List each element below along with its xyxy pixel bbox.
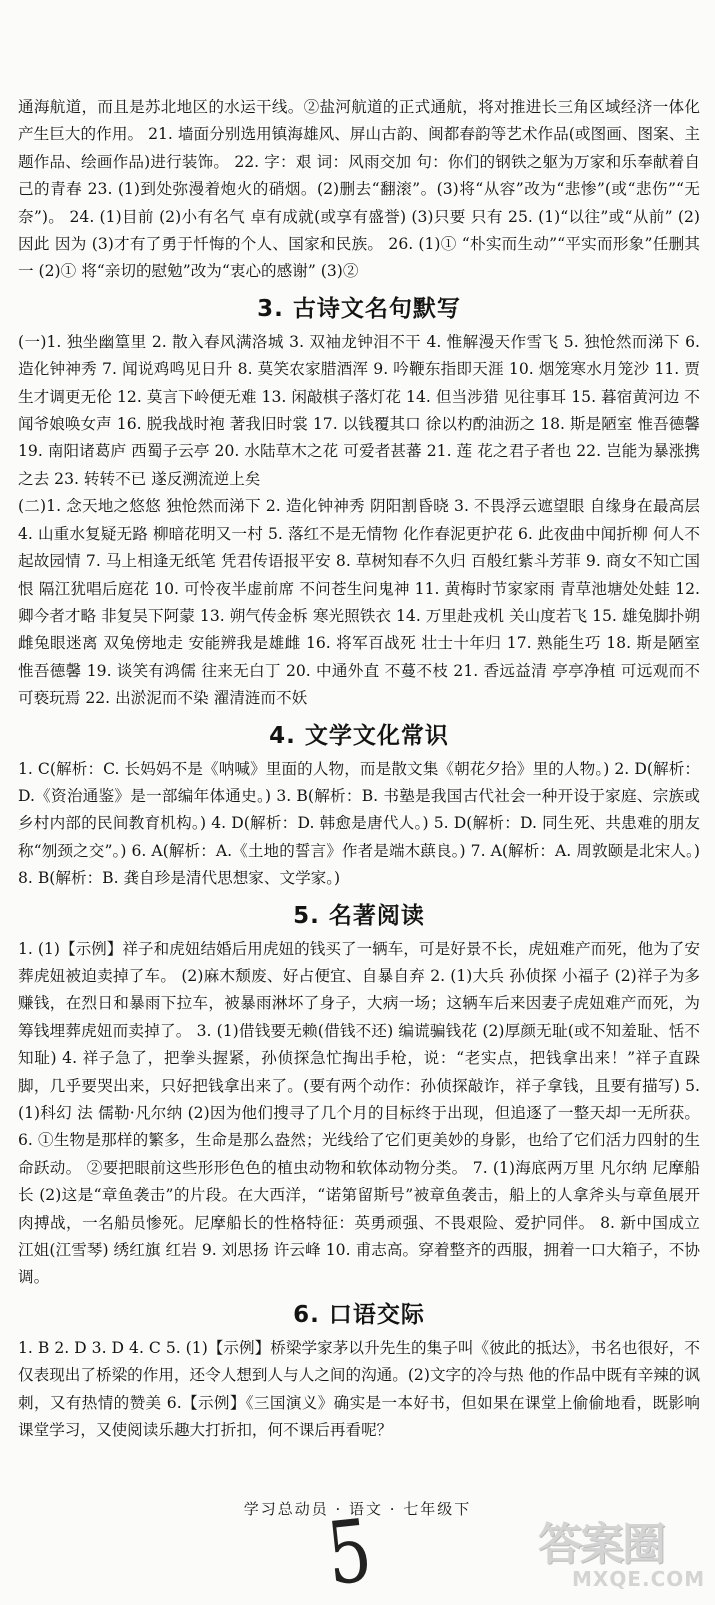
watermark-url: MXQE.COM xyxy=(572,1567,706,1591)
section-2-tail-paragraph: 通海航道，而且是苏北地区的水运干线。②盐河航道的正式通航，将对推进长三角区域经济一体化产生巨大的作用。 21. 墙面分别选用镇海雄风、屏山古韵、闽都春韵等艺术作品(或图画、图案、主题作品、绘画作品)进行装饰。 22. 字：艰 词：风雨交加 句：你们的钢铁之躯为万家和乐奉献着自己的青春 23. (1)到处弥漫着炮火的硝烟。(2)删去“翻滚”。(3)将“从容”改为“悲惨”(或“悲伤”“无奈”)。 24. (1)目前 (2)小有名气 卓有成就(或享有盛誉) (3)只要 只有 25. (1)“以往”或“从前” (2)因此 因为 (3)才有了勇于忏悔的个人、国家和民族。 26. (1)① “朴实而生动”“平实而形象”任删其一 (2)① 将“亲切的慰勉”改为“衷心的感谢” (3)② xyxy=(18,98,700,281)
watermark-title: 答案圈 xyxy=(538,1519,664,1570)
section-3-heading: 3. 古诗文名句默写 xyxy=(257,295,461,322)
page-footer: 学习总动员 · 语文 · 七年级下 xyxy=(243,1500,472,1518)
section-4-heading: 4. 文学文化常识 xyxy=(269,722,449,749)
watermark-logo xyxy=(538,1519,706,1594)
answer-page xyxy=(18,94,700,1444)
section-3-part-2-paragraph: (二)1. 念天地之悠悠 独怆然而涕下 2. 造化钟神秀 阴阳割昏晓 3. 不畏浮云遮望眼 自缘身在最高层 4. 山重水复疑无路 柳暗花明又一村 5. 落红不是无情物 化作春泥更护花 6. 此夜曲中闻折柳 何人不起故园情 7. 马上相逢无纸笔 凭君传语报平安 8. 草树知春不久归 百般红紫斗芳菲 9. 商女不知亡国恨 隔江犹唱后庭花 10. 可怜夜半虚前席 不问苍生问鬼神 11. 黄梅时节家家雨 青草池塘处处蛙 12. 卿今者才略 非复吴下阿蒙 13. 朔气传金柝 寒光照铁衣 14. 万里赴戎机 关山度若飞 15. 雄兔脚扑朔 雌兔眼迷离 双兔傍地走 安能辨我是雄雌 16. 将军百战死 壮士十年归 17. 熟能生巧 18. 斯是陋室 惟吾德馨 19. 谈笑有鸿儒 往来无白丁 20. 中通外直 不蔓不枝 21. 香远益清 亭亭净植 可远观而不可亵玩焉 22. 出淤泥而不染 濯清涟而不妖 xyxy=(18,497,700,708)
section-6-paragraph: 1. B 2. D 3. D 4. C 5. (1)【示例】桥梁学家茅以升先生的集子叫《彼此的抵达》，书名也很好，不仅表现出了桥梁的作用，还令人想到人与人之间的沟通。(2)文字的冷与热 他的作品中既有辛辣的讽刺，又有热情的赞美 6.【示例】《三国演义》确实是一本好书，但如果在课堂上偷偷地看，既影响课堂学习，又使阅读乐趣大打折扣，何不课后再看呢？ xyxy=(18,1338,700,1440)
section-3-part-1-paragraph: (一)1. 独坐幽篁里 2. 散入春风满洛城 3. 双袖龙钟泪不干 4. 惟解漫天作雪飞 5. 独怆然而涕下 6. 造化钟神秀 7. 闻说鸡鸣见日升 8. 莫笑农家腊酒浑 9. 吟鞭东指即天涯 10. 烟笼寒水月笼沙 11. 贾生才调更无伦 12. 莫言下岭便无难 13. 闲敲棋子落灯花 14. 但当涉猎 见往事耳 15. 暮宿黄河边 不闻爷娘唤女声 16. 脱我战时袍 著我旧时裳 17. 以钱覆其口 徐以杓酌油沥之 18. 斯是陋室 惟吾德馨 19. 南阳诸葛庐 西蜀子云亭 20. 水陆草木之花 可爱者甚蕃 21. 莲 花之君子者也 22. 岂能为暴涨携之去 23. 转转不已 遂反溯流逆上矣 xyxy=(18,332,700,488)
handwritten-page-number: 5 xyxy=(322,1500,377,1605)
section-6-heading: 6. 口语交际 xyxy=(293,1301,425,1328)
section-4-paragraph: 1. C(解析：C. 长妈妈不是《呐喊》里面的人物，而是散文集《朝花夕拾》里的人物。) 2. D(解析：D.《资治通鉴》是一部编年体通史。) 3. B(解析：B. 书塾是我国古代社会一种开设于家庭、宗族或乡村内部的民间教育机构。) 4. D(解析：D. 韩愈是唐代人。) 5. D(解析：D. 同生死、共患难的朋友称“刎颈之交”。) 6. A(解析：A.《土地的誓言》作者是端木蕻良。) 7. A(解析：A. 周敦颐是北宋人。) 8. B(解析：B. 龚自珍是清代思想家、文学家。) xyxy=(18,759,700,888)
section-5-heading: 5. 名著阅读 xyxy=(293,902,425,929)
section-5-paragraph: 1. (1)【示例】祥子和虎妞结婚后用虎妞的钱买了一辆车，可是好景不长，虎妞难产而死，他为了安葬虎妞被迫卖掉了车。 (2)麻木颓废、好占便宜、自暴自弃 2. (1)大兵 孙侦探 小福子 (2)祥子为多赚钱，在烈日和暴雨下拉车，被暴雨淋坏了身子，大病一场；这辆车后来因妻子虎妞难产而死，为筹钱埋葬虎妞而卖掉了。 3. (1)借钱要无赖(借钱不还) 编谎骗钱花 (2)厚颜无耻(或不知羞耻、恬不知耻) 4. 祥子急了，把拳头握紧，孙侦探急忙掏出手枪，说：“老实点，把钱拿出来！”祥子直跺脚，几乎要哭出来，只好把钱拿出来了。(要有两个动作：孙侦探敲诈，祥子拿钱，且要有描写) 5. (1)科幻 法 儒勒·凡尔纳 (2)因为他们搜寻了几个月的目标终于出现，但追逐了一整天却一无所获。 6. ①生物是那样的繁多，生命是那么盎然；光线给了它们更美妙的身影，也给了它们活力四射的生命跃动。 ②要把眼前这些形形色色的植虫动物和软体动物分类。 7. (1)海底两万里 凡尔纳 尼摩船长 (2)这是“章鱼袭击”的片段。在大西洋，“诺第留斯号”被章鱼袭击，船上的人拿斧头与章鱼展开肉搏战，一名船员惨死。尼摩船长的性格特征：英勇顽强、不畏艰险、爱护同伴。 8. 新中国成立 江姐(江雪琴) 绣红旗 红岩 9. 刘思扬 许云峰 10. 甫志高。穿着整齐的西服，拥着一口大箱子，不协调。 xyxy=(18,939,700,1287)
